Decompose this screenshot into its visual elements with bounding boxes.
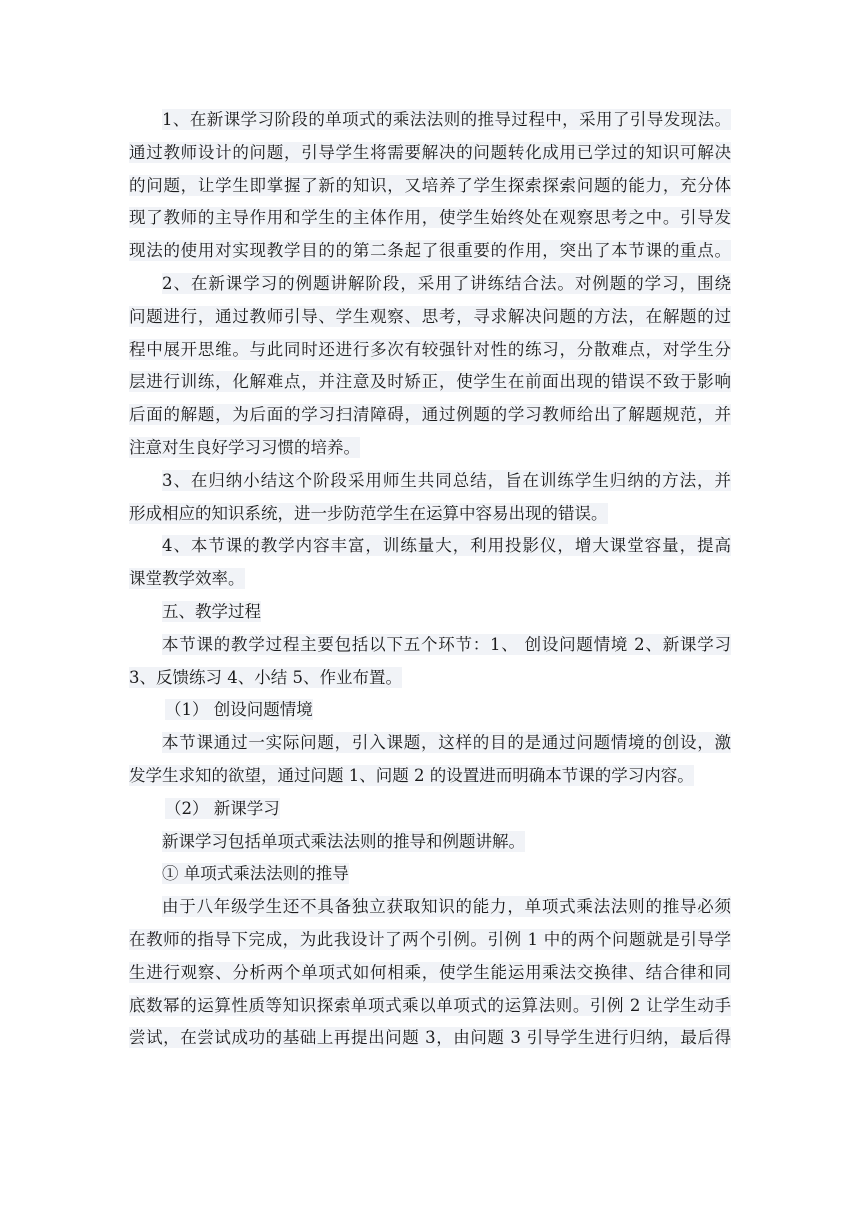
text-line: 注意对生良好学习习惯的培养。 (129, 437, 360, 457)
paragraph-1-line-1 (129, 104, 731, 137)
paragraph-2-line-2 (129, 301, 731, 334)
paragraph-2-line-6 (129, 432, 731, 465)
paragraph-2-line-5 (129, 399, 731, 432)
text-line: 1、在新课学习阶段的单项式的乘法法则的推导过程中，采用了引导发现法。 (162, 110, 731, 129)
text-line: 3、在归纳小结这个阶段采用师生共同总结，旨在训练学生归纳的方法，并 (162, 470, 731, 490)
text-line: 4、本节课的教学内容丰富，训练量大，利用投影仪，增大课堂容量，提高 (162, 536, 731, 556)
text-line: 形成相应的知识系统，进一步防范学生在运算中容易出现的错误。 (129, 503, 608, 523)
paragraph-5-line-2 (129, 662, 731, 695)
text-line: 现法的使用对实现教学目的的第二条起了很重要的作用，突出了本节课的重点。 (129, 241, 731, 261)
paragraph-2-line-3 (129, 334, 731, 367)
paragraph-1-line-3 (129, 170, 731, 203)
section-heading-5 (129, 596, 731, 629)
text-line: 在教师的指导下完成，为此我设计了两个引例。引例 1 中的两个问题就是引导学 (129, 929, 731, 949)
paragraph-2-line-4 (129, 366, 731, 399)
paragraph-3-line-1 (129, 465, 731, 498)
text-line: 本节课的教学过程主要包括以下五个环节：1、 创设问题情境 2、新课学习 (162, 634, 731, 654)
text-line: 程中展开思维。与此同时还进行多次有较强针对性的练习，分散难点，对学生分 (129, 339, 731, 359)
text-line: 通过教师设计的问题，引导学生将需要解决的问题转化成用已学过的知识可解决 (129, 142, 731, 162)
text-line: 现了教师的主导作用和学生的主体作用，使学生始终处在观察思考之中。引导发 (129, 208, 731, 228)
paragraph-5-line-1 (129, 629, 731, 662)
text-line: 发学生求知的欲望，通过问题 1、问题 2 的设置进而明确本节课的学习内容。 (129, 765, 694, 785)
text-line: 层进行训练，化解难点，并注意及时矫正，使学生在前面出现的错误不致于影响 (129, 372, 731, 392)
text-line: 3、反馈练习 4、小结 5、作业布置。 (129, 667, 402, 687)
text-line: 尝试，在尝试成功的基础上再提出问题 3，由问题 3 引导学生进行归纳，最后得 (129, 1028, 731, 1048)
subheading-2-1 (129, 858, 731, 891)
subheading-text: （2） 新课学习 (165, 798, 280, 818)
paragraph-4-line-1 (129, 530, 731, 563)
subheading-text: （1） 创设问题情境 (165, 700, 313, 720)
text-line: 后面的解题，为后面的学习扫清障碍，通过例题的学习教师给出了解题规范，并 (129, 405, 731, 425)
text-line: 生进行观察、分析两个单项式如何相乘，使学生能运用乘法交换律、结合律和同 (129, 962, 731, 982)
paragraph-7-line-1 (129, 826, 731, 859)
text-line: 底数幂的运算性质等知识探索单项式乘以单项式的运算法则。引例 2 让学生动手 (129, 995, 731, 1015)
paragraph-2-line-1 (129, 268, 731, 301)
paragraph-8-line-1 (129, 891, 731, 924)
paragraph-1-line-5 (129, 235, 731, 268)
paragraph-6-line-1 (129, 727, 731, 760)
section-heading-text: 五、教学过程 (162, 601, 261, 621)
paragraph-1-line-4 (129, 202, 731, 235)
paragraph-8-line-4 (129, 990, 731, 1023)
text-line: 本节课通过一实际问题，引入课题，这样的目的是通过问题情境的创设，激 (162, 733, 731, 753)
paragraph-6-line-2 (129, 760, 731, 793)
text-line: 问题进行，通过教师引导、学生观察、思考，寻求解决问题的方法，在解题的过 (129, 306, 731, 326)
text-line: 新课学习包括单项式乘法法则的推导和例题讲解。 (162, 831, 525, 851)
text-line: 课堂教学效率。 (129, 569, 245, 589)
text-line: 2、在新课学习的例题讲解阶段，采用了讲练结合法。对例题的学习，围绕 (162, 273, 731, 293)
document-body (129, 104, 731, 1055)
paragraph-8-line-5 (129, 1022, 731, 1055)
paragraph-8-line-3 (129, 957, 731, 990)
paragraph-1-line-2 (129, 137, 731, 170)
paragraph-3-line-2 (129, 498, 731, 531)
paragraph-4-line-2 (129, 563, 731, 596)
subheading-text: ① 单项式乘法法则的推导 (162, 864, 349, 884)
paragraph-8-line-2 (129, 924, 731, 957)
text-line: 的问题，让学生即掌握了新的知识，又培养了学生探索探索问题的能力，充分体 (129, 175, 731, 195)
subheading-2 (129, 793, 731, 826)
text-line: 由于八年级学生还不具备独立获取知识的能力，单项式乘法法则的推导必须 (162, 897, 731, 917)
subheading-1 (129, 694, 731, 727)
